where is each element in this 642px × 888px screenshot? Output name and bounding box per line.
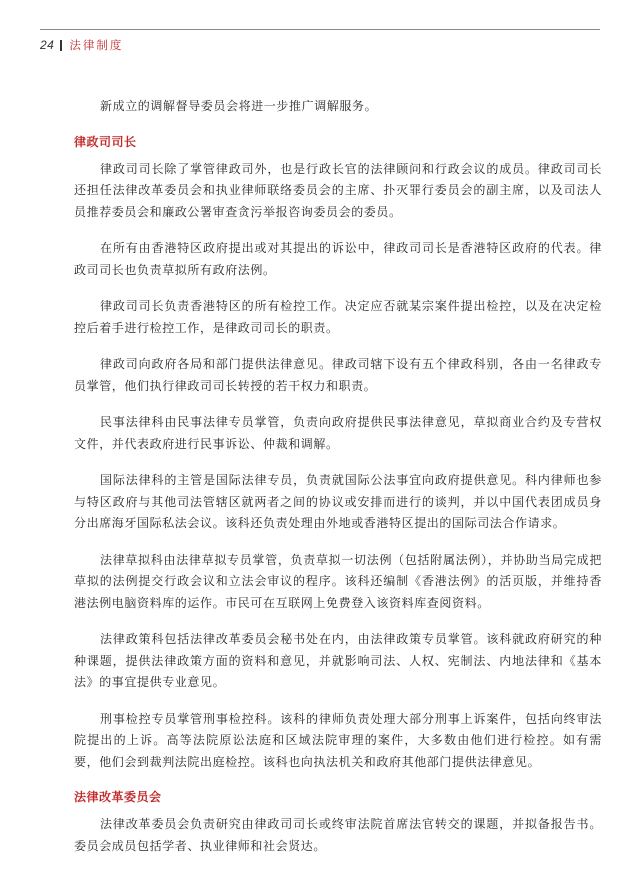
paragraph: 国际法律科的主管是国际法律专员，负责就国际公法事宜向政府提供意见。科内律师也参与特区政府与其他司法管辖区就两者之间的协议或安排而进行的谈判，并以中国代表团成员身分出席海牙国际私法会议。该科还负责处理由外地或香港特区提出的国际司法合作请求。 [74,473,602,530]
chapter-title: 法律制度 [69,38,124,52]
paragraph: 刑事检控专员掌管刑事检控科。该科的律师负责处理大部分刑事上诉案件，包括向终审法院提出的上诉。高等法院原讼法庭和区域法院审理的案件，大多数由他们进行检控。如有需要，他们会到裁判法院出庭检控。该科也向执法机关和政府其他部门提供法律意见。 [74,711,602,769]
page-body [74,96,602,872]
paragraph: 法律政策科包括法律改革委员会秘书处在内，由法律政策专员掌管。该科就政府研究的种种课题，提供法律政策方面的资料和意见，并就影响司法、人权、宪制法、内地法律和《基本法》的事宜提供专业意见。 [74,632,602,689]
paragraph: 律政司司长除了掌管律政司外，也是行政长官的法律顾问和行政会议的成员。律政司司长还担任法律改革委员会和执业律师联络委员会的主席、扑灭罪行委员会的副主席，以及司法人员推荐委员会和廉政公署审查贪污举报咨询委员会的委员。 [74,161,602,219]
paragraph: 法律草拟科由法律草拟专员掌管，负责草拟一切法例（包括附属法例），并协助当局完成把草拟的法例提交行政会议和立法会审议的程序。该科还编制《香港法例》的活页版，并维持香港法例电脑资料库的运作。市民可在互联网上免费登入该资料库查阅资料。 [74,552,602,610]
section-heading-law-reform-commission: 法律改革委员会 [74,790,162,804]
header-divider-bar [60,40,62,51]
header-rule [40,29,600,30]
page-number: 24 [40,38,55,52]
paragraph: 法律改革委员会负责研究由律政司司长或终审法院首席法官转交的课题，并拟备报告书。委员会成员包括学者、执业律师和社会贤达。 [74,817,602,853]
intro-paragraph: 新成立的调解督导委员会将进一步推广调解服务。 [100,99,378,113]
paragraph: 律政司司长负责香港特区的所有检控工作。决定应否就某宗案件提出检控，以及在决定检控后着手进行检控工作，是律政司司长的职责。 [74,299,602,335]
paragraph: 民事法律科由民事法律专员掌管，负责向政府提供民事法律意见，草拟商业合约及专营权文件，并代表政府进行民事诉讼、仲裁和调解。 [74,415,602,451]
running-header [40,36,600,54]
paragraph: 在所有由香港特区政府提出或对其提出的诉讼中，律政司司长是香港特区政府的代表。律政司司长也负责草拟所有政府法例。 [74,241,602,277]
paragraph: 律政司向政府各局和部门提供法律意见。律政司辖下设有五个律政科别，各由一名律政专员掌管，他们执行律政司司长转授的若干权力和职责。 [74,357,602,393]
section-heading-secretary-for-justice: 律政司司长 [74,134,137,149]
